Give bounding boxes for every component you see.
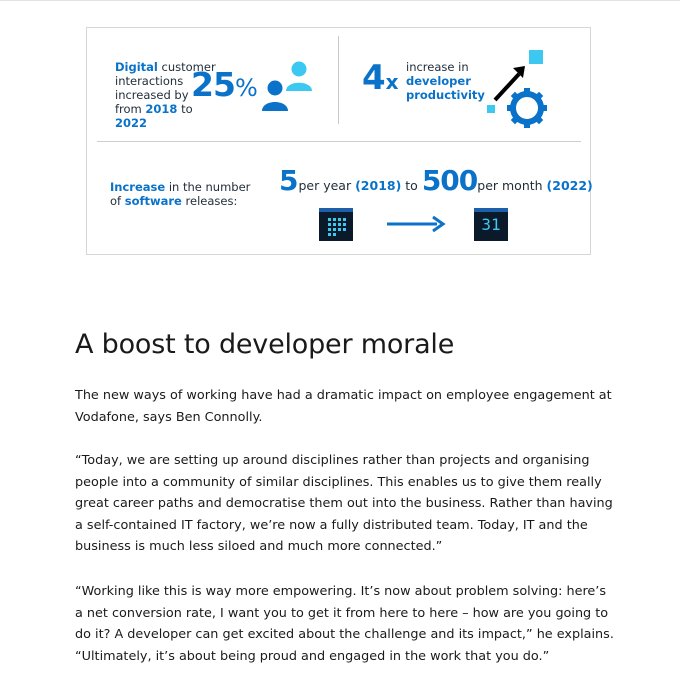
stat-text: in the number: [165, 180, 251, 194]
rate-text: per year: [298, 178, 356, 193]
stat-text: productivity: [406, 88, 485, 102]
calendar-day-number: 31: [481, 215, 501, 234]
stat-productivity-text: [406, 60, 496, 102]
stat-text: increased by: [115, 88, 189, 102]
stat-text: to: [177, 102, 193, 116]
top-border: [0, 0, 680, 1]
year-label: (2018): [355, 178, 402, 193]
stat-text: increase in: [406, 60, 469, 74]
increase-label: Increase: [110, 180, 166, 194]
horizontal-divider: [97, 141, 581, 142]
people-icon: [259, 58, 319, 114]
multiplier: x: [385, 70, 399, 94]
digital-label: Digital: [115, 60, 158, 74]
software-label: software: [124, 194, 182, 208]
stat-text: from: [115, 102, 146, 116]
big-4x: [362, 58, 399, 98]
arrow-gear-icon: [485, 48, 551, 128]
rate-text: to: [401, 178, 422, 193]
calendar-grid-icon: [319, 208, 353, 241]
stat-text: releases:: [181, 194, 238, 208]
paragraph-quote-1: “Today, we are setting up around disciplines rather than projects and organising people into a community of similar disciplines. This enables us to give them really great career paths and democratise them out into the business. Rather than having a self-contained IT factory, we’re now a fully distributed team. Today, IT and the business is much less siloed and much more connected.”: [75, 453, 613, 554]
paragraph-quote-2: “Working like this is way more empowering. It’s now about problem solving: here’s a net conversion rate, I want you to get it from here to here – how are you going to do it? A developer can get excited about the challenge and its impact,” he explains. “Ultimately, it’s about being proud and engaged in the work that you do.”: [75, 584, 614, 664]
percent-sign: %: [234, 74, 258, 102]
rate-text: per month: [477, 178, 547, 193]
big-number: 25: [191, 65, 235, 104]
stat-text: interactions: [115, 74, 184, 88]
stat-text: customer: [157, 60, 216, 74]
calendar-day-icon: [474, 208, 508, 241]
big-number: 500: [421, 164, 478, 197]
big-number: 5: [279, 164, 299, 197]
year-label: (2022): [546, 178, 593, 193]
year-label: 2022: [115, 116, 148, 130]
section-heading: A boost to developer morale: [75, 329, 455, 360]
stat-releases-text: [110, 180, 260, 208]
big-number: 4: [362, 58, 386, 98]
stat-text: of: [110, 194, 125, 208]
stat-text: developer: [406, 74, 471, 88]
big-25-percent: [191, 65, 258, 104]
year-label: 2018: [145, 102, 178, 116]
right-arrow-icon: [387, 214, 449, 234]
vertical-divider: [338, 36, 339, 124]
release-rate-line: [279, 164, 593, 197]
stats-infographic: [86, 27, 591, 255]
paragraph-intro: The new ways of working have had a dramatic impact on employee engagement at Vodafone, says Ben Connolly.: [75, 388, 612, 425]
